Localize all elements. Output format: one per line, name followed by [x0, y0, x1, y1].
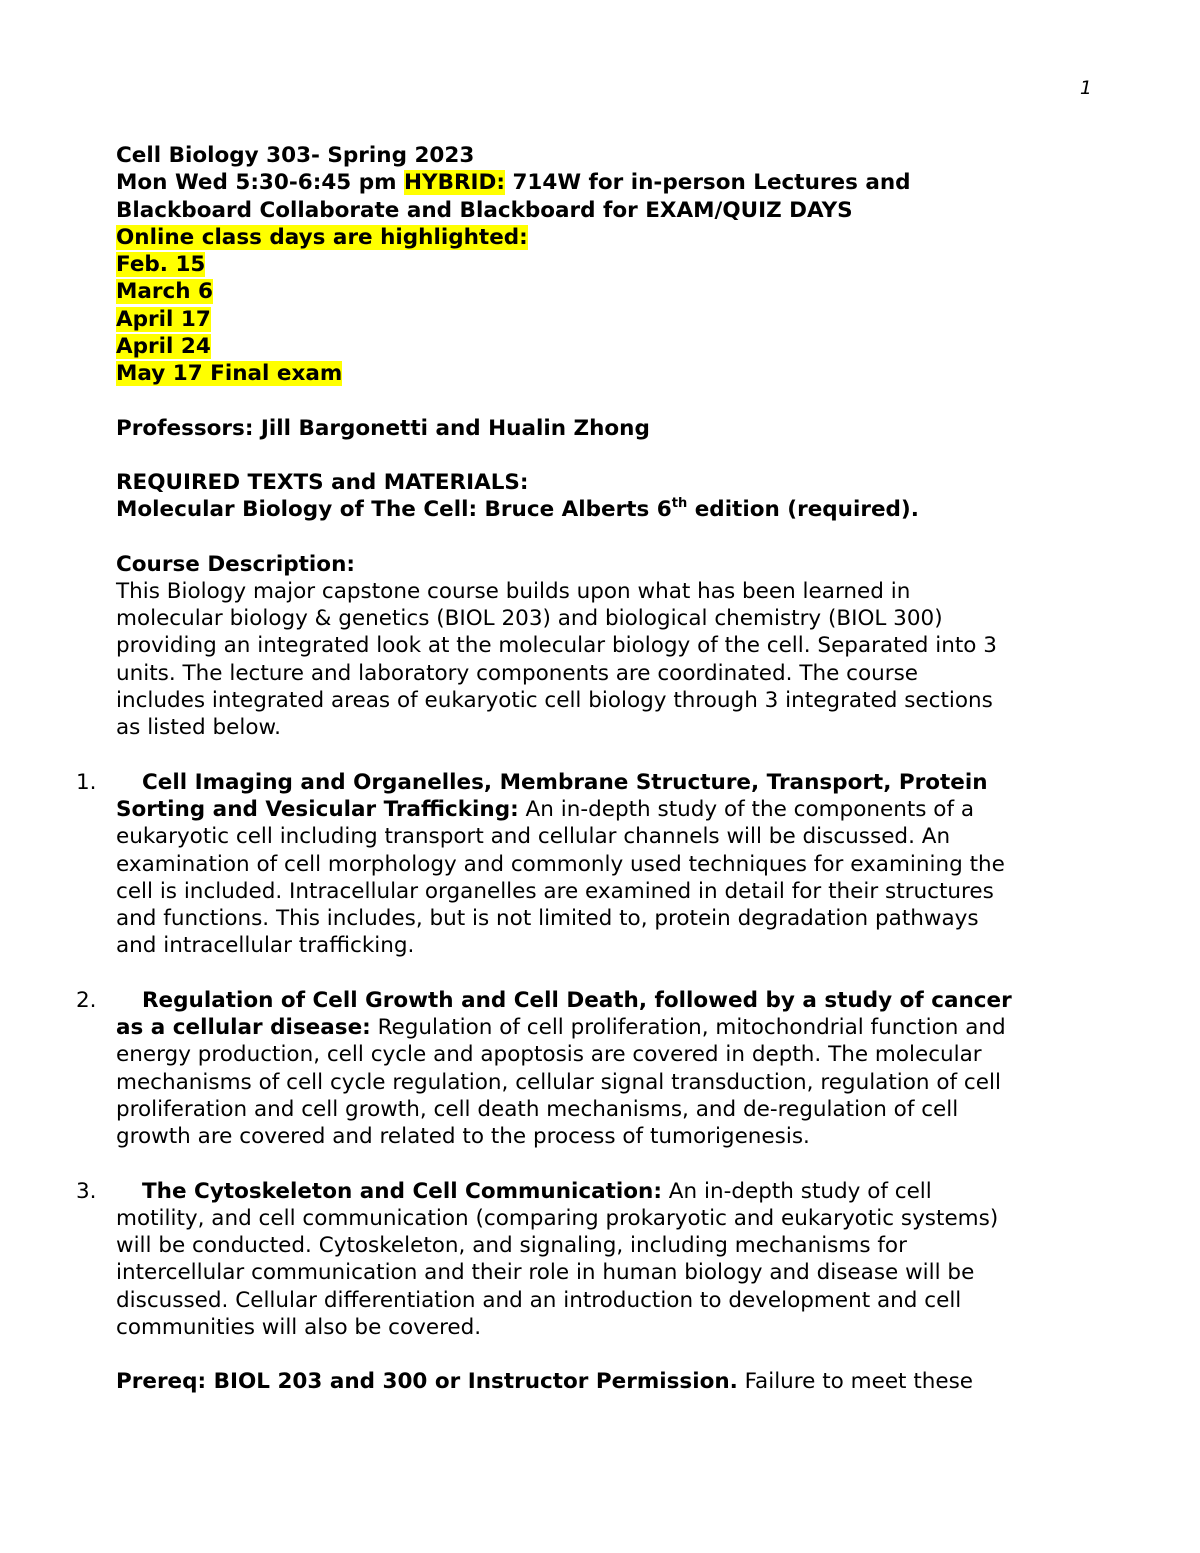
description-heading: Course Description: — [116, 551, 355, 577]
unit-title: Cell Imaging and Organelles, Membrane Structure, Transport, Protein — [142, 769, 988, 795]
online-day-text: May 17 Final exam — [116, 361, 343, 387]
online-day-text: Feb. 15 — [116, 252, 206, 278]
unit-line: mechanisms of cell cycle regulation, cellular signal transduction, regulation of cell — [116, 1069, 1001, 1095]
online-day-text: April 24 — [116, 334, 211, 360]
required-book — [116, 496, 1106, 523]
unit-number: 2. — [76, 987, 97, 1013]
description-line: as listed below. — [116, 715, 281, 741]
unit-line: and intracellular trafficking. — [116, 933, 415, 959]
unit-line: and functions. This includes, but is not limited to, protein degradation pathways — [116, 906, 979, 932]
description-line: includes integrated areas of eukaryotic cell biology through 3 integrated sections — [116, 688, 993, 714]
unit-line: discussed. Cellular differentiation and an introduction to development and cell — [116, 1287, 962, 1313]
description-paragraph — [116, 578, 1106, 742]
unit-line: examination of cell morphology and commonly used techniques for examining the — [116, 851, 1005, 877]
schedule-line-2: Blackboard Collaborate and Blackboard for EXAM/QUIZ DAYS — [116, 197, 853, 223]
hybrid-label: HYBRID: — [404, 170, 505, 196]
unit-line: communities will also be covered. — [116, 1314, 482, 1340]
unit-number: 3. — [76, 1178, 97, 1204]
page-number: 1 — [1079, 77, 1092, 99]
units-list — [76, 769, 1106, 1342]
online-day — [116, 251, 1106, 278]
description-line: This Biology major capstone course builds upon what has been learned in — [116, 578, 911, 604]
professors: Professors: Jill Bargonetti and Hualin Zhong — [116, 415, 650, 441]
online-day — [116, 333, 1106, 360]
online-day — [116, 360, 1106, 387]
online-heading-text: Online class days are highlighted: — [116, 224, 528, 250]
unit-item — [76, 987, 1106, 1151]
unit-line: growth are covered and related to the process of tumorigenesis. — [116, 1124, 810, 1150]
unit-title: Regulation of Cell Growth and Cell Death, followed by a study of cancer — [142, 987, 1012, 1013]
online-heading — [116, 224, 1106, 251]
unit-item — [76, 1178, 1106, 1342]
unit-text: An in-depth study of cell — [661, 1178, 932, 1204]
book-sup: th — [671, 496, 688, 512]
unit-line: motility, and cell communication (comparing prokaryotic and eukaryotic systems) — [116, 1205, 999, 1231]
schedule-suffix: 714W for in-person Lectures and — [504, 170, 911, 196]
schedule-line — [116, 169, 1106, 196]
unit-title-cont: Sorting and Vesicular Trafficking: — [116, 796, 519, 822]
book-suffix: edition (required). — [687, 497, 919, 523]
unit-line — [116, 1014, 1106, 1041]
prereq-line — [116, 1368, 1106, 1395]
unit-line: intercellular communication and their role in human biology and disease will be — [116, 1260, 975, 1286]
prereq-text: Failure to meet these — [737, 1369, 974, 1395]
unit-text: An in-depth study of the components of a — [518, 796, 975, 822]
schedule-prefix: Mon Wed 5:30-6:45 pm — [116, 170, 405, 196]
unit-line — [116, 1178, 1106, 1205]
required-heading: REQUIRED TEXTS and MATERIALS: — [116, 469, 529, 495]
unit-item — [76, 769, 1106, 960]
online-day-text: April 17 — [116, 306, 211, 332]
course-title: Cell Biology 303- Spring 2023 — [116, 143, 475, 168]
unit-line: cell is included. Intracellular organelles are examined in detail for their structures — [116, 878, 994, 904]
prereq-bold: Prereq: BIOL 203 and 300 or Instructor Permission. — [116, 1369, 738, 1395]
unit-title: The Cytoskeleton and Cell Communication: — [142, 1178, 662, 1204]
document-body — [76, 142, 1106, 1396]
unit-line: proliferation and cell growth, cell death mechanisms, and de-regulation of cell — [116, 1096, 959, 1122]
online-day — [116, 306, 1106, 333]
unit-line — [116, 796, 1106, 823]
description-line: molecular biology & genetics (BIOL 203) and biological chemistry (BIOL 300) — [116, 606, 943, 632]
description-line: providing an integrated look at the molecular biology of the cell. Separated into 3 — [116, 633, 997, 659]
unit-line: energy production, cell cycle and apoptosis are covered in depth. The molecular — [116, 1042, 982, 1068]
unit-number: 1. — [76, 769, 97, 795]
unit-text: Regulation of cell proliferation, mitochondrial function and — [370, 1015, 1006, 1041]
unit-line: eukaryotic cell including transport and cellular channels will be discussed. An — [116, 824, 951, 850]
unit-line: will be conducted. Cytoskeleton, and signaling, including mechanisms for — [116, 1233, 907, 1259]
book-prefix: Molecular Biology of The Cell: Bruce Alberts 6 — [116, 497, 672, 523]
description-line: units. The lecture and laboratory components are coordinated. The course — [116, 660, 919, 686]
online-day — [116, 278, 1106, 305]
unit-title-cont: as a cellular disease: — [116, 1015, 371, 1041]
online-day-text: March 6 — [116, 279, 214, 305]
